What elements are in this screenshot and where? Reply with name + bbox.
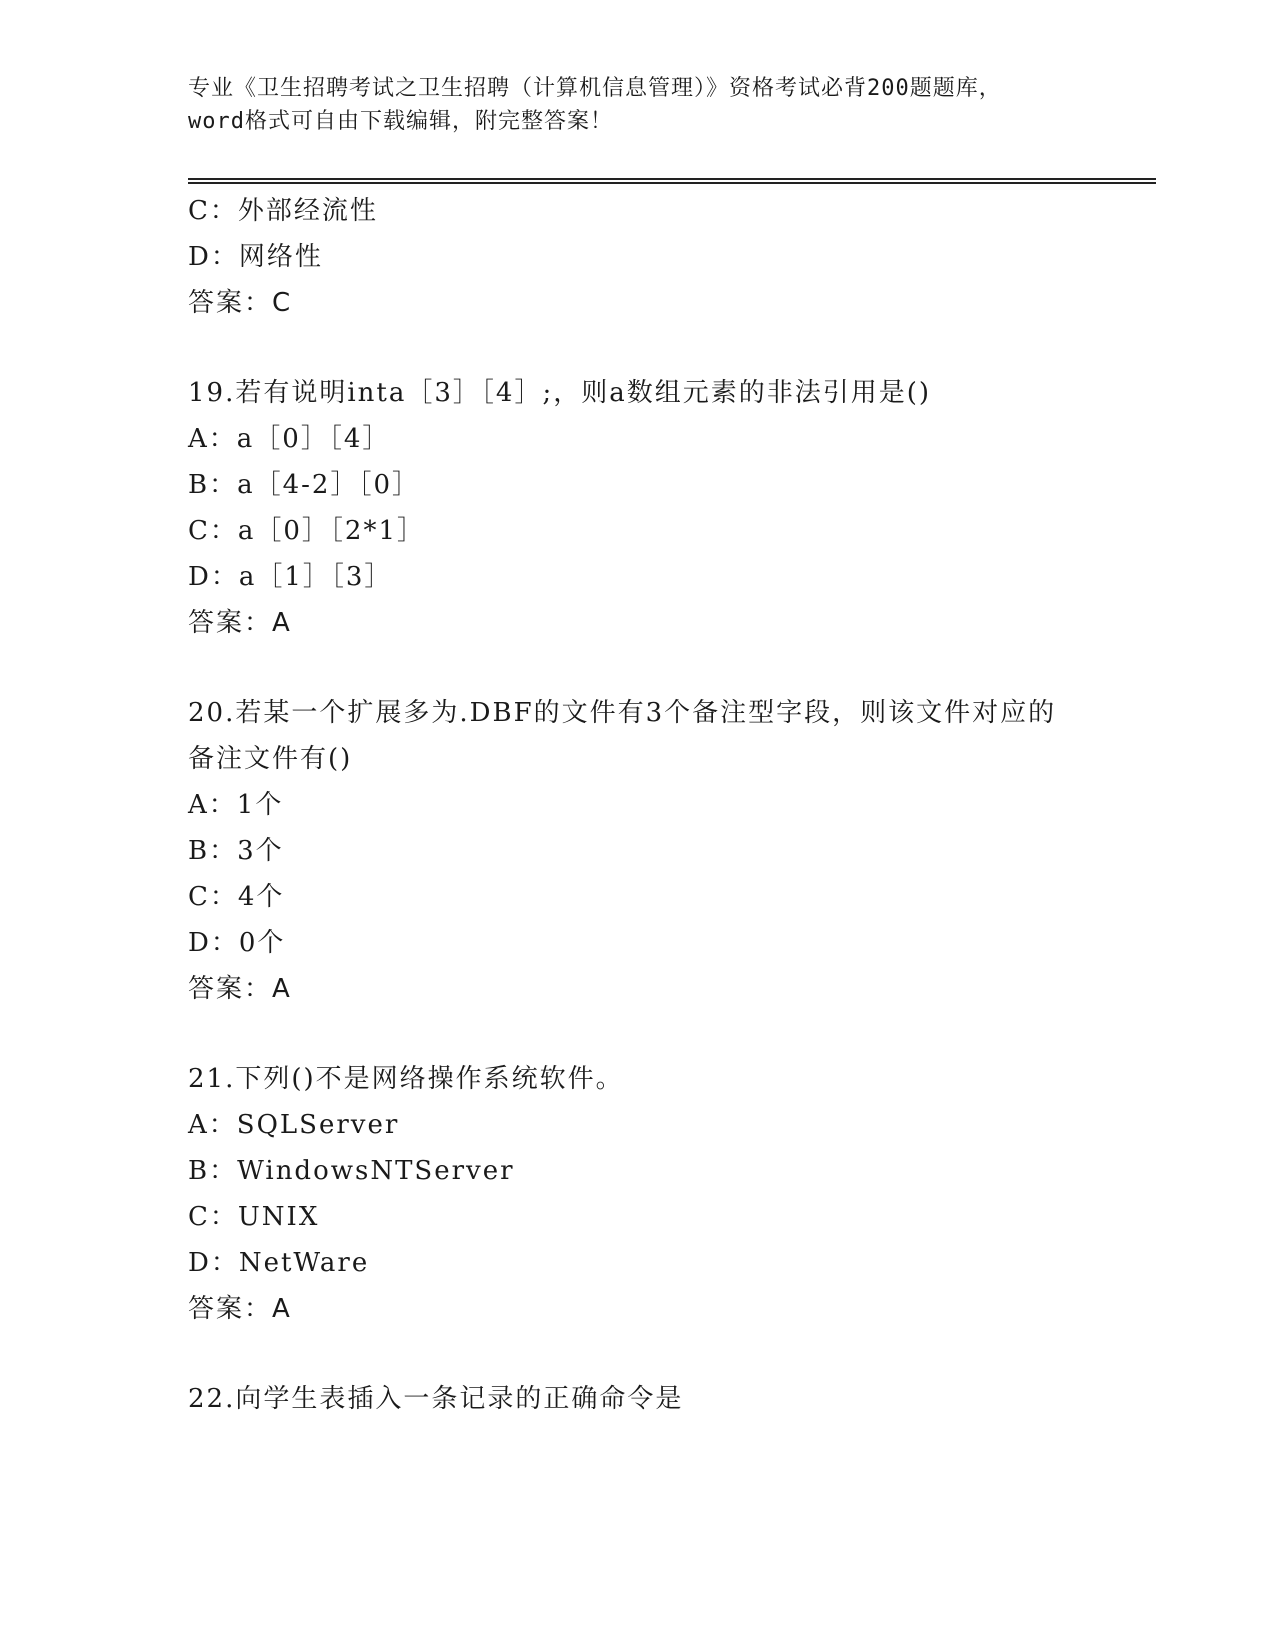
option-b: B：WindowsNTServer <box>188 1156 515 1186</box>
option-c: C：a［0］［2*1］ <box>188 516 426 546</box>
option-a: A：1个 <box>188 790 284 820</box>
option-c: C：UNIX <box>188 1202 320 1232</box>
option-d: D：0个 <box>188 928 286 958</box>
option-c: C：4个 <box>188 882 285 912</box>
question-block-19 <box>188 370 1088 646</box>
option-c: C：外部经流性 <box>188 196 378 226</box>
answer-label: 答案：C <box>188 288 293 318</box>
question-text: 22.向学生表插入一条记录的正确命令是 <box>188 1384 684 1414</box>
answer-label: 答案：A <box>188 608 292 638</box>
header-divider-top <box>188 178 1156 180</box>
document-header <box>188 72 1088 138</box>
answer-label: 答案：A <box>188 974 292 1004</box>
option-d: D：a［1］［3］ <box>188 562 393 592</box>
question-text: 21.下列()不是网络操作系统软件。 <box>188 1064 624 1094</box>
answer-label: 答案：A <box>188 1294 292 1324</box>
header-divider-bottom <box>188 182 1156 184</box>
question-block-22 <box>188 1376 1088 1422</box>
option-b: B：3个 <box>188 836 284 866</box>
option-d: D：网络性 <box>188 242 323 272</box>
option-b: B：a［4-2］［0］ <box>188 470 421 500</box>
option-a: A：SQLServer <box>188 1110 400 1140</box>
question-list <box>188 188 1088 1422</box>
option-d: D：NetWare <box>188 1248 370 1278</box>
question-text: 19.若有说明inta［3］［4］;，则a数组元素的非法引用是() <box>188 378 931 408</box>
header-line-1: 专业《卫生招聘考试之卫生招聘（计算机信息管理）》资格考试必背200题题库， <box>188 76 1002 101</box>
question-block-18 <box>188 188 1088 326</box>
question-text-line-1: 20.若某一个扩展多为.DBF的文件有3个备注型字段，则该文件对应的 <box>188 698 1057 728</box>
question-block-21 <box>188 1056 1088 1332</box>
question-block-20 <box>188 690 1088 1012</box>
option-a: A：a［0］［4］ <box>188 424 391 454</box>
header-line-2: word格式可自由下载编辑，附完整答案！ <box>188 109 613 134</box>
question-text-line-2: 备注文件有() <box>188 744 353 774</box>
